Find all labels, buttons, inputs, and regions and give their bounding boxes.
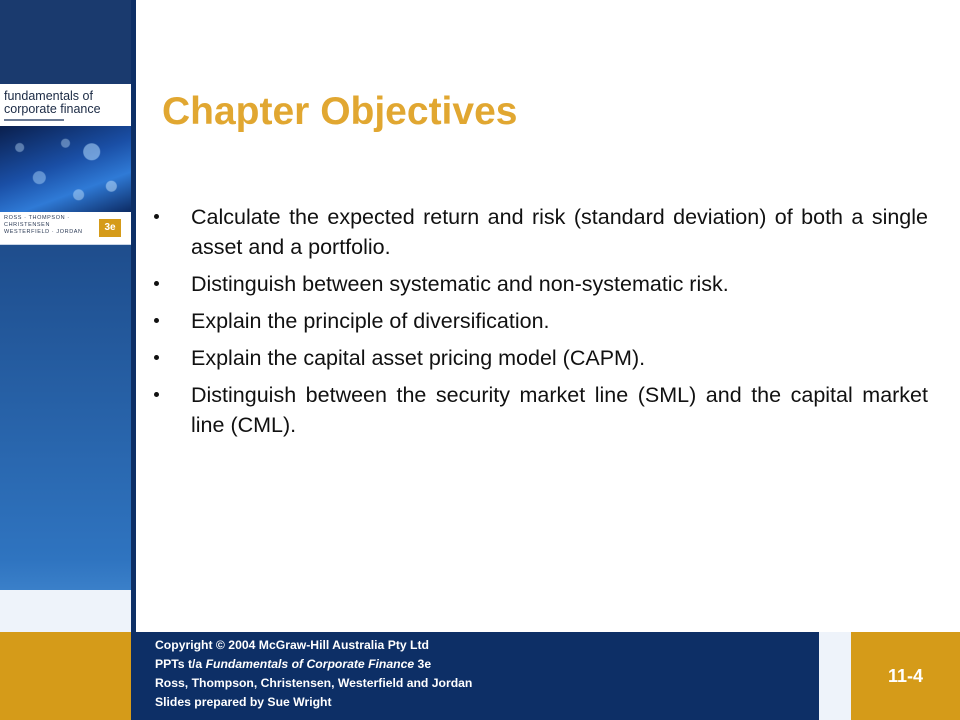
book-cover-subline <box>4 119 64 121</box>
footer-left-gold-block <box>0 632 131 720</box>
objective-text: Distinguish between systematic and non-systematic risk. <box>191 272 729 296</box>
copyright-line4: Slides prepared by Sue Wright <box>155 695 332 709</box>
copyright-line1: Copyright © 2004 McGraw-Hill Australia Pty Ltd <box>155 638 429 652</box>
objectives-list <box>150 202 928 447</box>
objective-text: Explain the principle of diversification. <box>191 309 550 333</box>
left-sidebar-light-block <box>0 590 131 632</box>
copyright-line2-book: Fundamentals of Corporate Finance <box>205 657 415 671</box>
objective-text: Explain the capital asset pricing model (CAPM). <box>191 346 646 370</box>
footer-bar <box>0 632 960 720</box>
book-cover-title-line2: corporate finance <box>4 102 101 116</box>
copyright-line3: Ross, Thompson, Christensen, Westerfield and Jordan <box>155 676 473 690</box>
objective-item <box>150 202 928 262</box>
book-cover-title-line1: fundamentals of <box>4 89 93 103</box>
copyright-notice <box>155 636 755 712</box>
bullet-dot-icon <box>154 281 159 286</box>
book-edition-badge: 3e <box>99 219 121 237</box>
left-divider-strip <box>131 0 136 720</box>
book-cover-authors-line2: WESTERFIELD · JORDAN <box>4 229 83 235</box>
footer-gap-block <box>819 632 851 720</box>
objective-item <box>150 380 928 440</box>
slide-title: Chapter Objectives <box>162 90 518 133</box>
objective-item <box>150 269 928 299</box>
copyright-line2-suffix: 3e <box>414 657 432 671</box>
book-cover-authors <box>4 215 94 236</box>
bullet-dot-icon <box>154 355 159 360</box>
book-cover-authors-line1: ROSS · THOMPSON · CHRISTENSEN <box>4 215 70 228</box>
objective-item <box>150 343 928 373</box>
objective-text: Distinguish between the security market line (SML) and the capital market line (CML). <box>191 383 928 437</box>
bullet-dot-icon <box>154 318 159 323</box>
bullet-dot-icon <box>154 214 159 219</box>
slide-number: 11-4 <box>887 665 924 686</box>
objective-item <box>150 306 928 336</box>
book-cover-image <box>0 84 131 245</box>
objective-text: Calculate the expected return and risk (standard deviation) of both a single asset and a portfolio. <box>191 205 928 259</box>
copyright-line2 <box>155 655 755 674</box>
water-droplets-image <box>0 126 131 212</box>
book-cover-title <box>4 90 128 116</box>
copyright-line2-prefix: PPTs t/a <box>155 657 206 671</box>
bullet-dot-icon <box>154 392 159 397</box>
